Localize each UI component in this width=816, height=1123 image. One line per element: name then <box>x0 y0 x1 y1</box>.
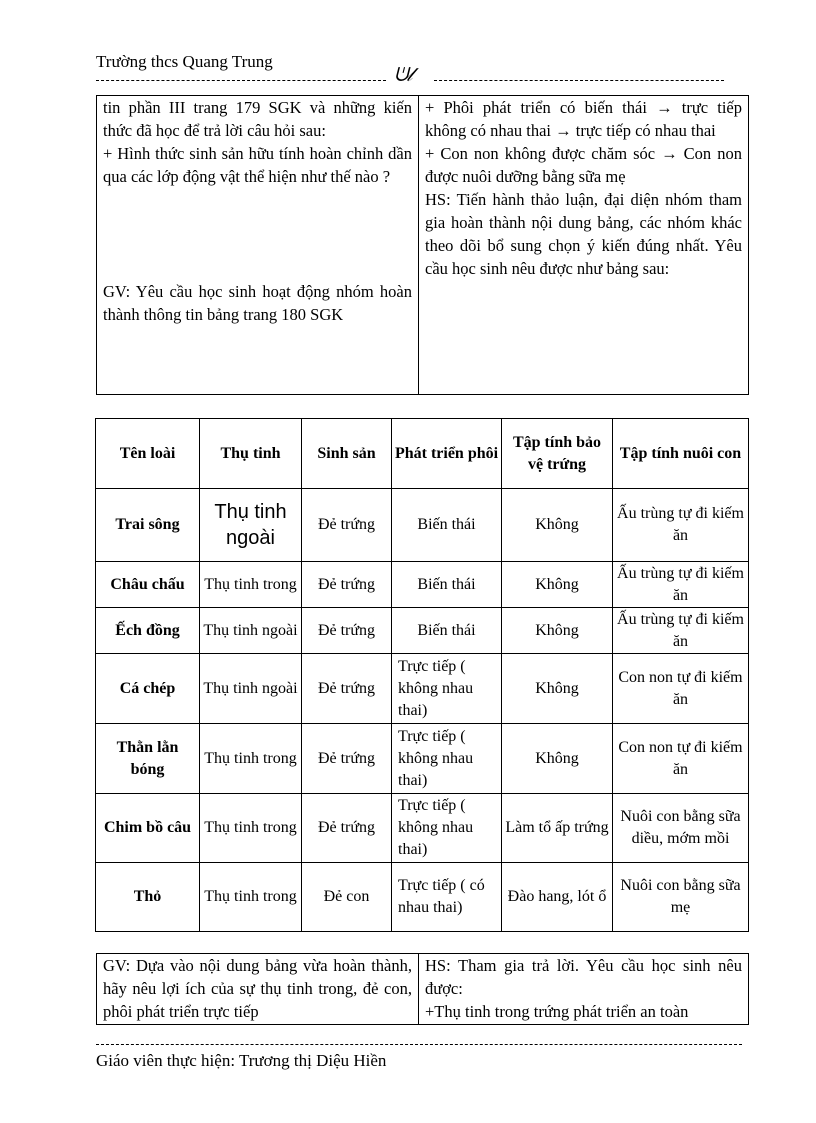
table-header-row <box>96 419 749 489</box>
species-cell: Ếch đồng <box>96 608 200 654</box>
teacher-name: Giáo viên thực hiện: Trương thị Diệu Hiền <box>96 1051 387 1070</box>
lower-right-text-1: HS: Tham gia trả lời. Yêu cầu học sinh nêu được: <box>425 956 742 998</box>
table-cell: Thụ tinh trong <box>200 724 302 794</box>
upper-right-cell <box>419 96 749 395</box>
upper-content-table <box>96 95 749 395</box>
header-cell: Tập tính nuôi con <box>613 419 749 489</box>
table-cell: Biến thái <box>392 562 502 608</box>
species-cell: Châu chấu <box>96 562 200 608</box>
table-cell: Đẻ con <box>302 863 392 932</box>
header-divider <box>96 65 748 86</box>
header-dash-left <box>96 80 386 81</box>
table-cell: Đẻ trứng <box>302 654 392 724</box>
reproduction-table <box>95 418 749 932</box>
table-cell: Đào hang, lót ổ <box>502 863 613 932</box>
species-cell: Cá chép <box>96 654 200 724</box>
table-cell: Con non tự đi kiếm ăn <box>613 724 749 794</box>
table-cell: Con non tự đi kiếm ăn <box>613 654 749 724</box>
table-cell: Nuôi con bằng sữa diều, mớm mồi <box>613 794 749 863</box>
upper-left-para-1: tin phần III trang 179 SGK và những kiến thức đã học để trả lời câu hỏi sau: <box>103 98 412 140</box>
spacer <box>103 188 412 280</box>
table-cell: Đẻ trứng <box>302 489 392 562</box>
table-cell: Thụ tinh ngoài <box>200 608 302 654</box>
species-cell: Thỏ <box>96 863 200 932</box>
table-cell: Thụ tinh trong <box>200 863 302 932</box>
upper-right-para-3: HS: Tiến hành thảo luận, đại diện nhóm tham gia hoàn thành nội dung bảng, các nhóm khác theo dõi bổ sung chọn ý kiến đúng nhất. Yêu cầu học sinh nêu được như bảng sau: <box>425 190 742 278</box>
upper-right-para-1: + Phôi phát triển có biến thái → trực tiếp không có nhau thai → trực tiếp có nhau thai <box>425 98 742 140</box>
table-cell: Không <box>502 654 613 724</box>
table-cell: Trực tiếp ( không nhau thai) <box>392 724 502 794</box>
table-cell: Đẻ trứng <box>302 724 392 794</box>
header-cell: Phát triển phôi <box>392 419 502 489</box>
table-row <box>96 562 749 608</box>
header-cell: Tên loài <box>96 419 200 489</box>
upper-left-para-2: + Hình thức sinh sản hữu tính hoàn chỉnh dần qua các lớp động vật thể hiện như thế nào ? <box>103 144 412 186</box>
table-cell: Trực tiếp ( không nhau thai) <box>392 654 502 724</box>
school-name: Trường thcs Quang Trung <box>96 52 273 71</box>
table-cell: Không <box>502 562 613 608</box>
table-cell: Làm tổ ấp trứng <box>502 794 613 863</box>
table-row <box>96 724 749 794</box>
table-cell: Biến thái <box>392 489 502 562</box>
table-cell: Trực tiếp ( có nhau thai) <box>392 863 502 932</box>
upper-left-cell <box>97 96 419 395</box>
lower-right-cell <box>419 954 749 1025</box>
table-cell: Thụ tinh ngoài <box>200 489 302 562</box>
lower-left-cell <box>97 954 419 1025</box>
table-cell: Ấu trùng tự đi kiếm ăn <box>613 489 749 562</box>
table-row <box>96 794 749 863</box>
upper-left-para-3: GV: Yêu cầu học sinh hoạt động nhóm hoàn thành thông tin bảng trang 180 SGK <box>103 282 412 324</box>
species-cell: Thằn lằn bóng <box>96 724 200 794</box>
species-cell: Trai sông <box>96 489 200 562</box>
table-cell: Thụ tinh trong <box>200 794 302 863</box>
lower-right-text-2: +Thụ tinh trong trứng phát triển an toàn <box>425 1002 689 1021</box>
table-cell: Ấu trùng tự đi kiếm ăn <box>613 608 749 654</box>
lower-content-table <box>96 953 749 1025</box>
header-cell: Tập tính bảo vệ trứng <box>502 419 613 489</box>
table-cell: Đẻ trứng <box>302 794 392 863</box>
table-cell: Thụ tinh trong <box>200 562 302 608</box>
table-cell: Nuôi con bằng sữa mẹ <box>613 863 749 932</box>
header-cell: Sinh sản <box>302 419 392 489</box>
species-cell: Chim bồ câu <box>96 794 200 863</box>
header-ornament: ᕫ𝓁 <box>394 65 411 86</box>
table-cell: Đẻ trứng <box>302 562 392 608</box>
table-cell: Thụ tinh ngoài <box>200 654 302 724</box>
header-dash-right <box>434 80 724 81</box>
lower-left-text: GV: Dựa vào nội dung bảng vừa hoàn thành, hãy nêu lợi ích của sự thụ tinh trong, đẻ con, phôi phát triển trực tiếp <box>103 956 412 1021</box>
table-row <box>96 863 749 932</box>
table-cell: Không <box>502 489 613 562</box>
table-cell: Ấu trùng tự đi kiếm ăn <box>613 562 749 608</box>
table-row <box>96 654 749 724</box>
upper-right-para-2: + Con non không được chăm sóc → Con non được nuôi dưỡng bằng sữa mẹ <box>425 144 742 186</box>
footer-divider <box>96 1044 742 1045</box>
table-cell: Không <box>502 608 613 654</box>
table-row <box>96 608 749 654</box>
table-cell: Không <box>502 724 613 794</box>
table-cell: Biến thái <box>392 608 502 654</box>
table-cell: Trực tiếp ( không nhau thai) <box>392 794 502 863</box>
table-row <box>96 489 749 562</box>
table-cell: Đẻ trứng <box>302 608 392 654</box>
header-cell: Thụ tinh <box>200 419 302 489</box>
